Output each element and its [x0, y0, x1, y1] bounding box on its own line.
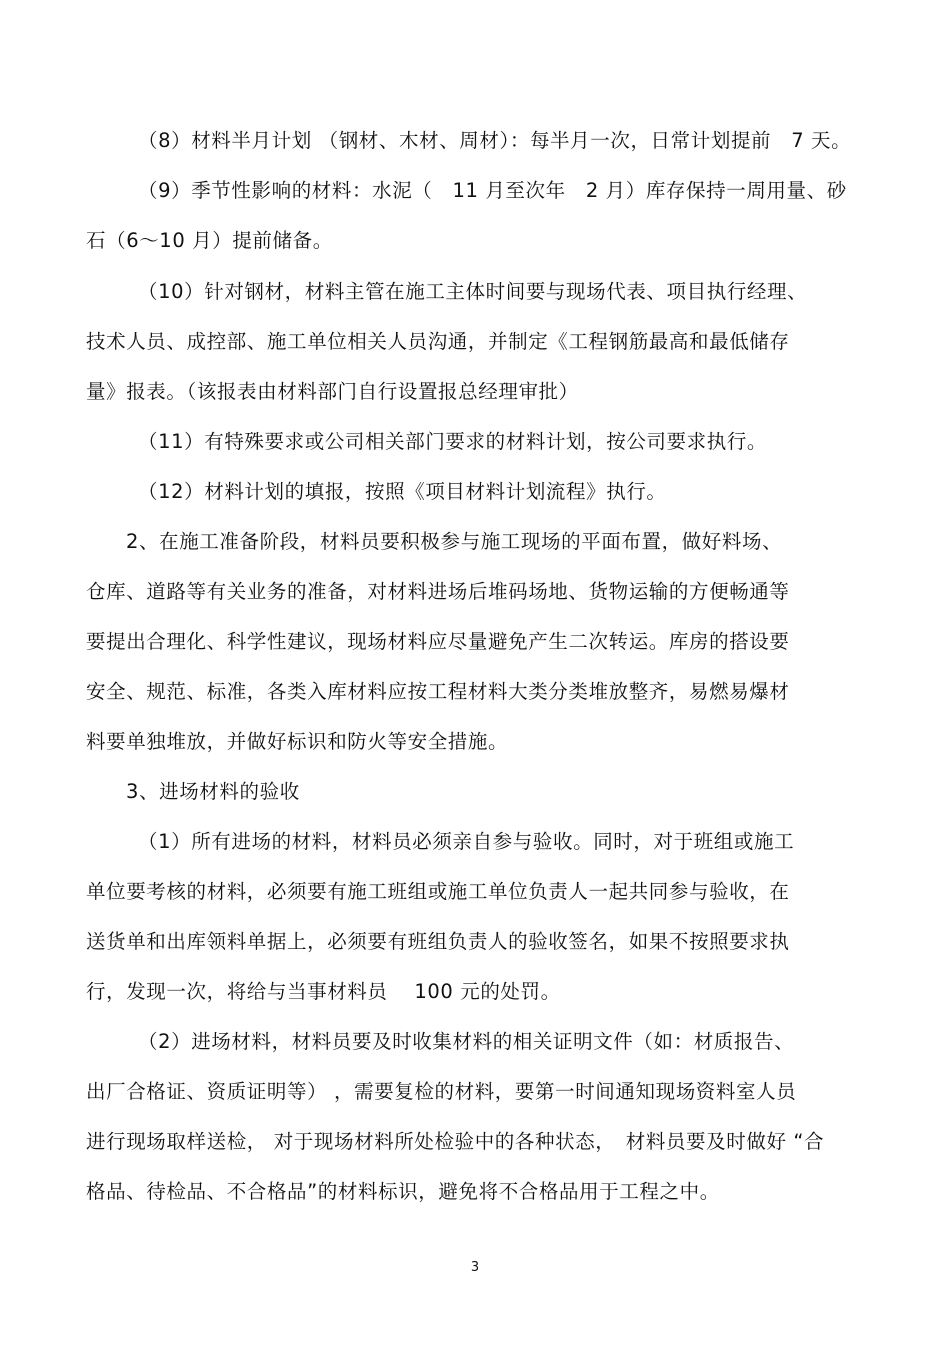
text-line: （1）所有进场的材料，材料员必须亲自参与验收。同时，对于班组或施工	[138, 830, 795, 853]
text-line: 3、进场材料的验收	[126, 780, 300, 803]
text-line: 进行现场取样送检， 对于现场材料所处检验中的各种状态， 材料员要及时做好 “合	[86, 1130, 825, 1153]
text-line: 料要单独堆放，并做好标识和防火等安全措施。	[86, 730, 509, 753]
page-number: 3	[470, 1260, 480, 1275]
text-line: 要提出合理化、科学性建议，现场材料应尽量避免产生二次转运。库房的搭设要	[86, 630, 790, 653]
text-line: 量》报表。（该报表由材料部门自行设置报总经理审批）	[86, 380, 579, 403]
text-line: 2、在施工准备阶段，材料员要积极参与施工现场的平面布置，做好料场、	[126, 530, 783, 553]
text-line: （2）进场材料，材料员要及时收集材料的相关证明文件（如：材质报告、	[138, 1030, 795, 1053]
text-line: 安全、规范、标准，各类入库材料应按工程材料大类分类堆放整齐，易燃易爆材	[86, 680, 790, 703]
text-line: 技术人员、成控部、施工单位相关人员沟通，并制定《工程钢筋最高和最低储存	[86, 330, 790, 353]
text-line: （10）针对钢材，材料主管在施工主体时间要与现场代表、项目执行经理、	[138, 280, 808, 303]
text-line: 送货单和出库领料单据上，必须要有班组负责人的验收签名，如果不按照要求执	[86, 930, 790, 953]
text-line: （9）季节性影响的材料：水泥（ 11 月至次年 2 月）库存保持一周用量、砂	[138, 179, 847, 202]
text-line: 石（6～10 月）提前储备。	[86, 229, 333, 252]
text-line: 格品、待检品、不合格品”的材料标识，避免将不合格品用于工程之中。	[86, 1180, 720, 1203]
text-line: 行，发现一次，将给与当事材料员 100 元的处罚。	[86, 980, 561, 1003]
text-line: 仓库、道路等有关业务的准备，对材料进场后堆码场地、货物运输的方便畅通等	[86, 580, 790, 603]
text-line: 出厂合格证、资质证明等） ，需要复检的材料，要第一时间通知现场资料室人员	[86, 1080, 797, 1103]
text-line: 单位要考核的材料，必须要有施工班组或施工单位负责人一起共同参与验收，在	[86, 880, 790, 903]
text-line: （12）材料计划的填报，按照《项目材料计划流程》执行。	[138, 480, 667, 503]
text-line: （8）材料半月计划 （钢材、木材、周材）：每半月一次，日常计划提前 7 天。	[138, 129, 852, 152]
text-line: （11）有特殊要求或公司相关部门要求的材料计划，按公司要求执行。	[138, 430, 768, 453]
